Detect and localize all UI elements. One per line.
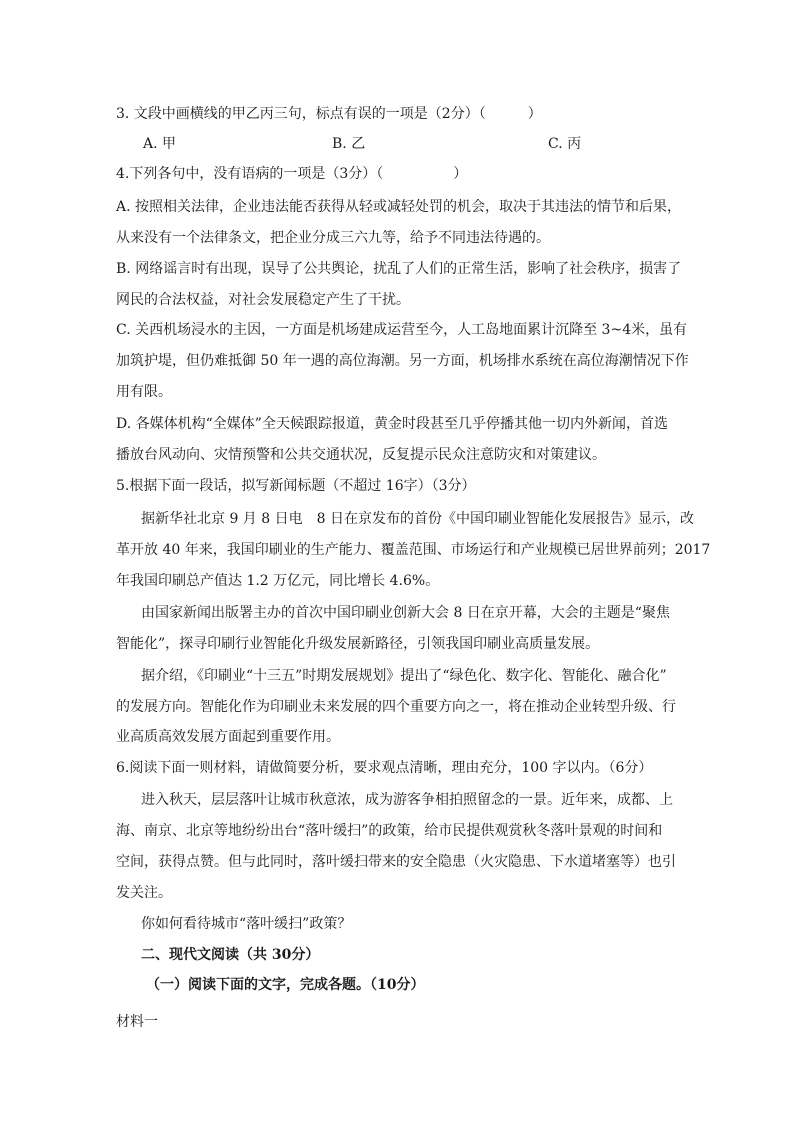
q5-paragraph3-line1: 据介绍，《印刷业“十三五”时期发展规划》提出了“绿色化、数字化、智能化、融合化” (141, 668, 667, 684)
q3-option-a: A. 甲 (143, 136, 177, 152)
q4-option-c-line1: C. 关西机场浸水的主因，一方面是机场建成运营至今，人工岛地面累计沉降至 3~4米，虽有 (116, 322, 688, 338)
q6-paragraph2: 你如何看待城市“落叶缓扫”政策？ (141, 916, 352, 932)
q5-stem: 5.根据下面一段话，拟写新闻标题（不超过 16字）（3分） (116, 478, 476, 494)
q4-option-c-line2: 加筑护堤，但仍难抵御 50 年一遇的高位海潮。另一方面，机场排水系统在高位海潮情况下作 (116, 353, 689, 369)
q6-paragraph1-line1: 进入秋天，层层落叶让城市秋意浓，成为游客争相拍照留念的一景。近年来，成都、上 (141, 792, 673, 808)
section2-title: 二、现代文阅读（共 30分） (141, 947, 320, 963)
q5-paragraph1-line2: 革开放 40 年来，我国印刷业的生产能力、覆盖范围、市场运行和产业规模已居世界前列；2017 (116, 542, 711, 558)
q4-option-b-line1: B. 网络谣言时有出现，误导了公共舆论，扰乱了人们的正常生活，影响了社会秩序，损害了 (116, 261, 682, 277)
material-label: 材料一 (116, 1014, 158, 1030)
q5-paragraph3-line3: 业高质高效发展方面起到重要作用。 (116, 729, 340, 745)
q3-stem: 3. 文段中画横线的甲乙丙三句，标点有误的一项是（2分）（ ） (116, 106, 542, 122)
q5-paragraph2-line1: 由国家新闻出版署主办的首次中国印刷业创新大会 8 日在京开幕，大会的主题是“聚焦 (141, 605, 670, 621)
q5-paragraph1-line1: 据新华社北京 9 月 8 日电 8 日在京发布的首份《中国印刷业智能化发展报告》显示，改 (141, 511, 694, 527)
q6-paragraph1-line3: 空间，获得点赞。但与此同时，落叶缓扫带来的安全隐患（火灾隐患、下水道堵塞等）也引 (116, 854, 676, 870)
section2-subsection-title: （一）阅读下面的文字，完成各题。（10分） (146, 977, 425, 993)
q3-option-b: B. 乙 (332, 136, 366, 152)
q4-option-a-line2: 从来没有一个法律条文，把企业分成三六九等，给予不同违法待遇的。 (116, 230, 550, 246)
q4-option-c-line3: 用有限。 (116, 384, 172, 400)
q6-stem: 6.阅读下面一则材料，请做简要分析，要求观点清晰，理由充分，100 字以内。（6分） (116, 760, 653, 776)
q5-paragraph2-line2: 智能化”，探寻印刷行业智能化升级发展新路径，引领我国印刷业高质量发展。 (116, 636, 600, 652)
q5-paragraph3-line2: 的发展方向。智能化作为印刷业未来发展的四个重要方向之一，将在推动企业转型升级、行 (116, 699, 676, 715)
q4-option-a-line1: A. 按照相关法律，企业违法能否获得从轻或减轻处罚的机会，取决于其违法的情节和后果， (116, 199, 682, 215)
q4-stem: 4.下列各句中，没有语病的一项是（3分）（ ） (116, 166, 468, 182)
q4-option-d-line2: 播放台风动向、灾情预警和公共交通状况，反复提示民众注意防灾和对策建议。 (116, 447, 606, 463)
q4-option-b-line2: 网民的合法权益，对社会发展稳定产生了干扰。 (116, 292, 410, 308)
q6-paragraph1-line4: 发关注。 (116, 885, 172, 901)
q5-paragraph1-line3: 年我国印刷总产值达 1.2 万亿元，同比增长 4.6%。 (116, 573, 440, 589)
q6-paragraph1-line2: 海、南京、北京等地纷纷出台“落叶缓扫”的政策，给市民提供观赏秋冬落叶景观的时间和 (116, 823, 663, 839)
q4-option-d-line1: D. 各媒体机构“全媒体”全天候跟踪报道，黄金时段甚至几乎停播其他一切内外新闻，首选 (116, 416, 668, 432)
q3-option-c: C. 丙 (548, 136, 582, 152)
